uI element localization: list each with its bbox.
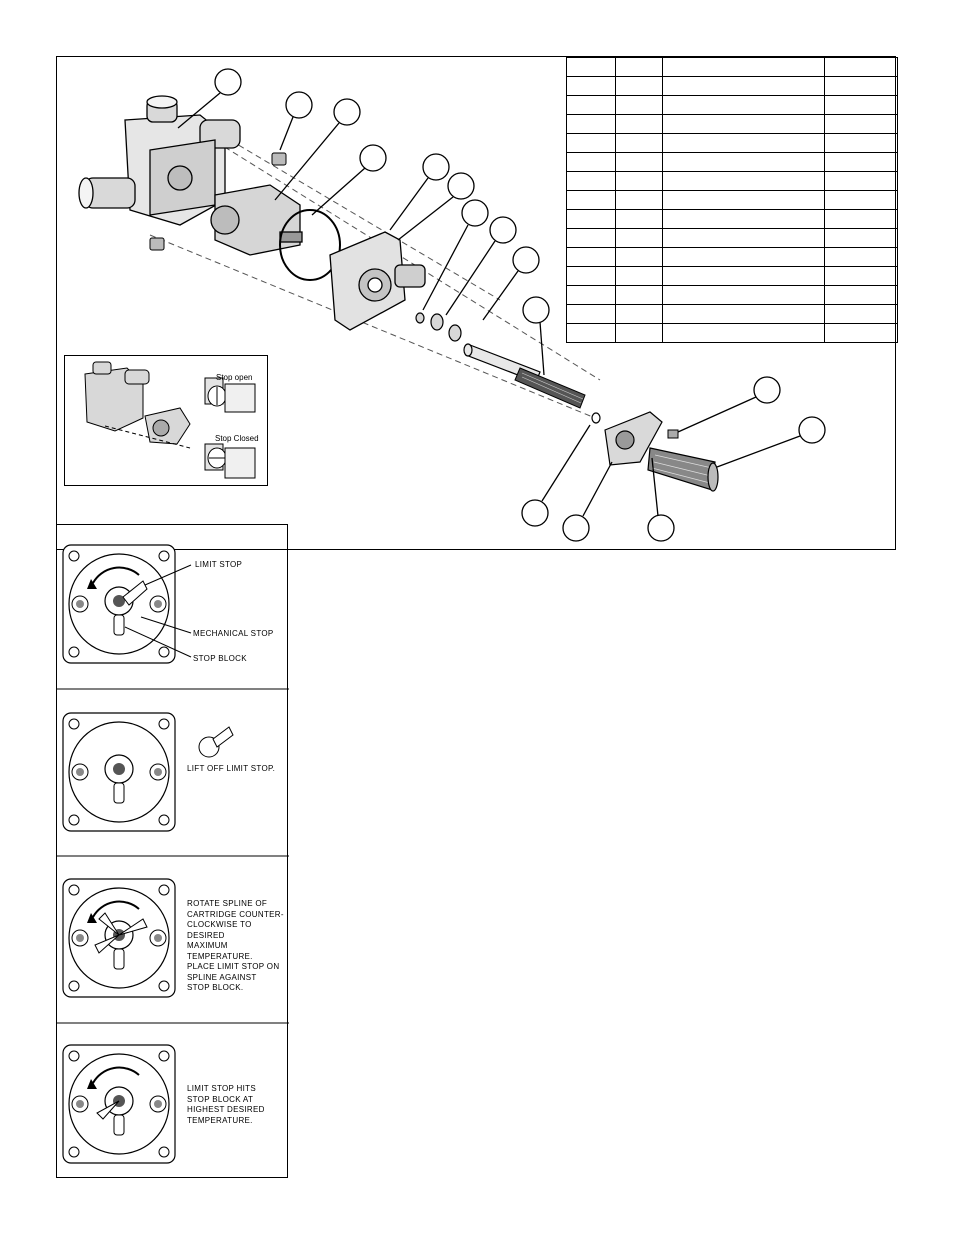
parts-table-cell <box>663 267 825 286</box>
parts-table-row <box>567 324 898 343</box>
parts-table-cell <box>825 210 898 229</box>
step-2-instruction: LIFT OFF LIMIT STOP. <box>187 764 276 773</box>
parts-table-cell <box>825 229 898 248</box>
parts-table-cell <box>616 115 663 134</box>
step-3-instruction: ROTATE SPLINE OF CARTRIDGE COUNTER- CLOCKWISE TO DESIRED MAXIMUM TEMPERATURE. PLACE LIMIT STOP ON SPLINE AGAINST STOP BLOCK. <box>187 899 284 992</box>
parts-table-cell <box>825 286 898 305</box>
parts-table-row <box>567 134 898 153</box>
parts-table-cell <box>825 191 898 210</box>
parts-table-cell <box>663 172 825 191</box>
parts-table-cell <box>825 267 898 286</box>
parts-table-cell <box>567 96 616 115</box>
parts-table-cell <box>567 324 616 343</box>
limit-stop-steps-diagram <box>57 525 289 1179</box>
stop-closed-label: Stop Closed <box>215 434 259 443</box>
parts-table-cell <box>825 153 898 172</box>
parts-table-row <box>567 191 898 210</box>
stop-open-label: Stop open <box>216 373 253 382</box>
step-3-plate <box>63 879 175 997</box>
parts-table-cell <box>567 248 616 267</box>
step-4-plate <box>63 1045 175 1163</box>
parts-table-cell <box>616 210 663 229</box>
parts-table-cell <box>616 229 663 248</box>
parts-table-cell <box>616 77 663 96</box>
parts-table-cell <box>663 134 825 153</box>
parts-table-cell <box>663 77 825 96</box>
parts-table-cell <box>663 324 825 343</box>
parts-table-cell <box>663 191 825 210</box>
parts-table-cell <box>567 77 616 96</box>
parts-table-cell <box>825 77 898 96</box>
parts-table-cell <box>616 134 663 153</box>
parts-table-cell <box>825 58 898 77</box>
parts-table-cell <box>825 134 898 153</box>
washers <box>416 313 461 341</box>
parts-table-row <box>567 77 898 96</box>
parts-table-row <box>567 305 898 324</box>
step-2-plate <box>63 713 175 831</box>
parts-table-cell <box>616 305 663 324</box>
parts-table-row <box>567 229 898 248</box>
stop-detail-inset <box>64 355 268 486</box>
parts-table-cell <box>825 172 898 191</box>
parts-table-cell <box>663 305 825 324</box>
parts-table-cell <box>825 305 898 324</box>
parts-table-cell <box>567 267 616 286</box>
parts-table-body <box>567 58 898 343</box>
stop-open-detail <box>205 378 255 412</box>
parts-table-cell <box>616 153 663 172</box>
parts-table-cell <box>663 286 825 305</box>
parts-table-cell <box>663 153 825 172</box>
parts-table-cell <box>567 172 616 191</box>
parts-table-row <box>567 96 898 115</box>
parts-table-row <box>567 153 898 172</box>
parts-table-cell <box>663 210 825 229</box>
inset-valve-assembly <box>85 362 190 448</box>
rough-in-plate <box>330 232 425 330</box>
stop-closed-detail <box>205 444 255 478</box>
parts-table-row <box>567 286 898 305</box>
parts-table-cell <box>616 248 663 267</box>
parts-table-cell <box>663 229 825 248</box>
step-1-plate <box>63 545 191 663</box>
parts-table-row <box>567 210 898 229</box>
small-washer <box>592 413 600 423</box>
stop-block-label: STOP BLOCK <box>193 654 247 663</box>
parts-table-cell <box>567 229 616 248</box>
parts-table <box>566 57 898 343</box>
parts-table-cell <box>663 115 825 134</box>
spline-shaft <box>515 368 585 408</box>
parts-table-cell <box>567 210 616 229</box>
parts-table-cell <box>825 324 898 343</box>
parts-table-cell <box>567 58 616 77</box>
parts-table-cell <box>825 96 898 115</box>
mechanical-stop-label: MECHANICAL STOP <box>193 629 274 638</box>
parts-table-cell <box>663 96 825 115</box>
parts-table-cell <box>663 248 825 267</box>
limit-stop-steps-panel <box>56 524 288 1178</box>
parts-table-cell <box>616 96 663 115</box>
parts-table-row <box>567 172 898 191</box>
step-4-instruction: LIMIT STOP HITS STOP BLOCK AT HIGHEST DESIRED TEMPERATURE. <box>187 1084 265 1125</box>
handle-sleeve <box>648 448 718 491</box>
parts-table-cell <box>616 324 663 343</box>
parts-table-row <box>567 58 898 77</box>
parts-table-cell <box>567 153 616 172</box>
parts-table-row <box>567 267 898 286</box>
parts-table-cell <box>825 248 898 267</box>
limit-stop-label: LIMIT STOP <box>195 560 243 569</box>
parts-table-cell <box>567 286 616 305</box>
parts-table-cell <box>616 58 663 77</box>
parts-table-cell <box>663 58 825 77</box>
loose-limit-stop <box>199 727 233 757</box>
parts-table-cell <box>825 115 898 134</box>
parts-table-row <box>567 248 898 267</box>
parts-table-cell <box>567 305 616 324</box>
parts-table-cell <box>567 115 616 134</box>
parts-table-cell <box>616 267 663 286</box>
parts-table-row <box>567 115 898 134</box>
parts-table-cell <box>616 172 663 191</box>
parts-table-cell <box>567 134 616 153</box>
parts-table-cell <box>567 191 616 210</box>
set-screw <box>668 430 678 438</box>
parts-table-cell <box>616 286 663 305</box>
parts-table-cell <box>616 191 663 210</box>
